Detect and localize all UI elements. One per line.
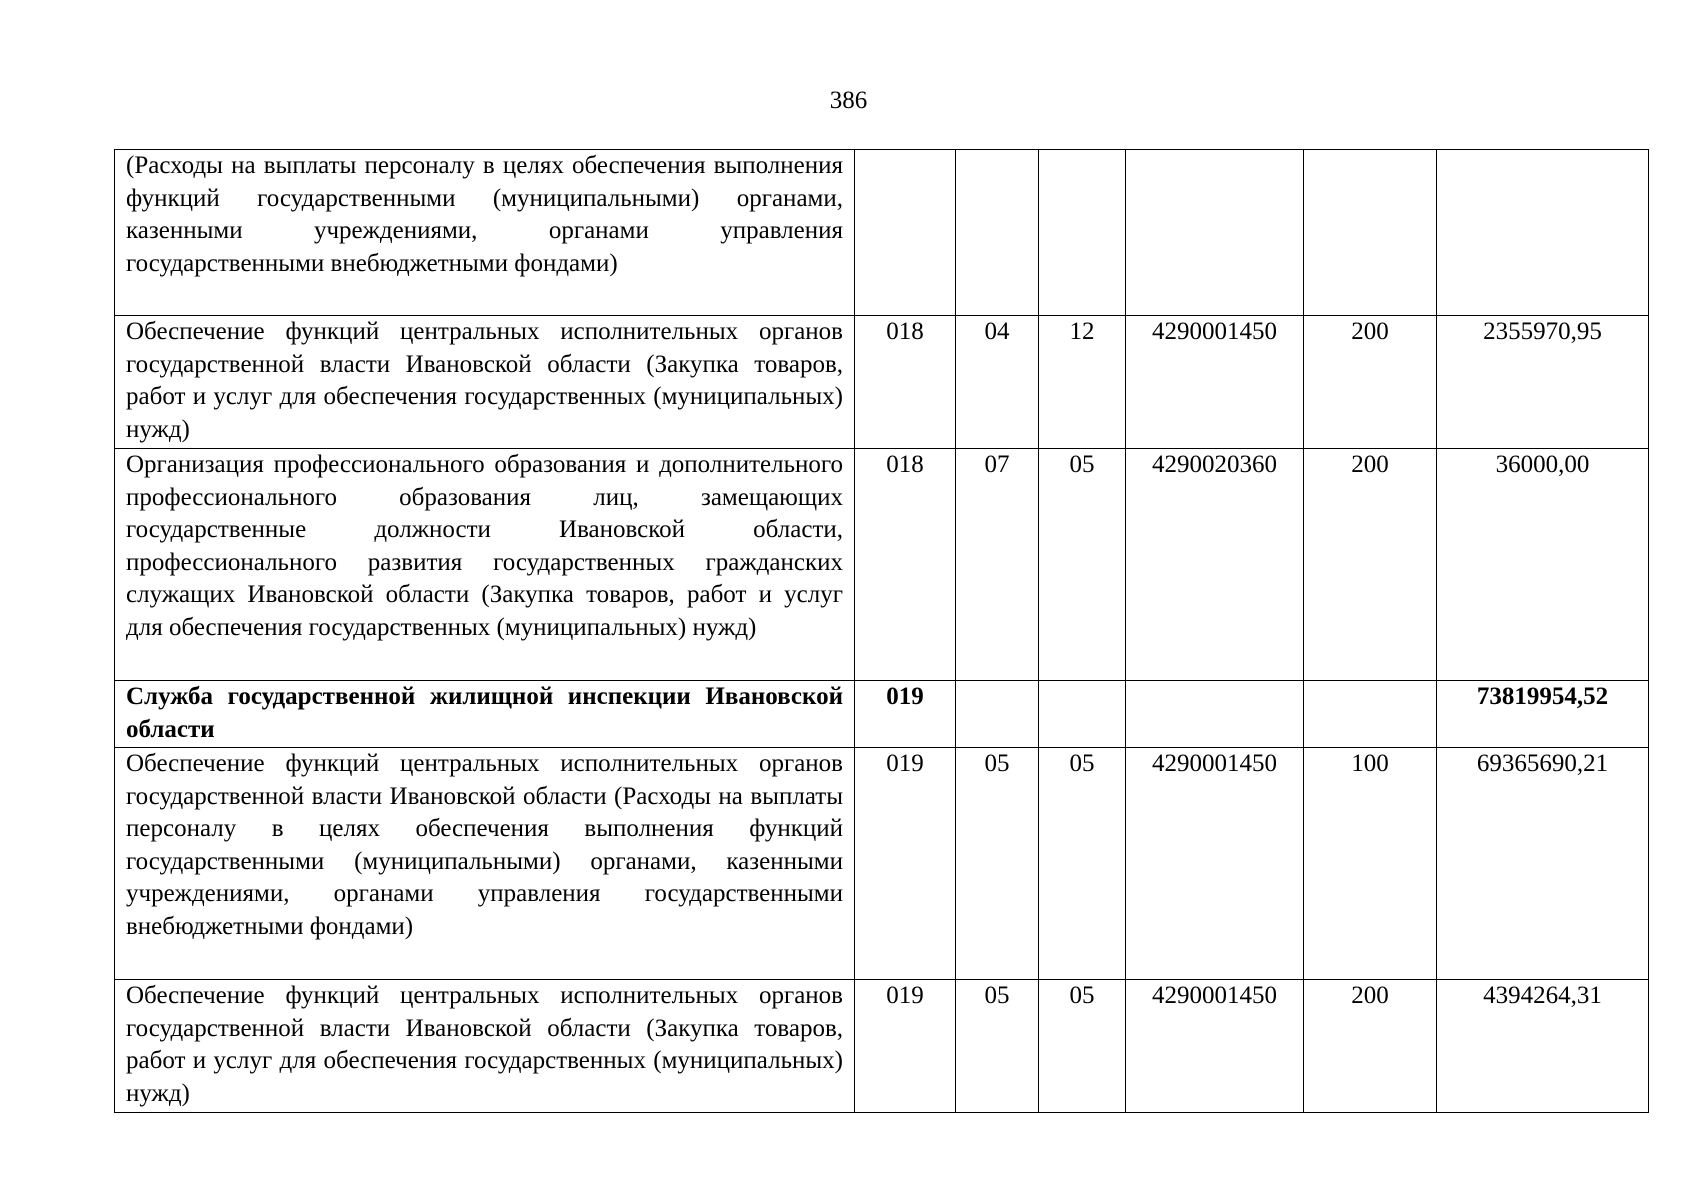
row-ministry-code: 019 [855, 748, 956, 980]
row-expense-type-code: 200 [1304, 980, 1437, 1113]
row-description: Организация профессионального образования и дополнительного профессионального образования лиц, замещающих государственные должности Ивановской области, профессионального развития государственных гражданских служащих Ивановской области (Закупка товаров, работ и услуг для обеспечения государственных (муниципальных) нужд) [115, 449, 855, 681]
row-expense-type-code: 100 [1304, 748, 1437, 980]
row-subsection-code [1039, 150, 1126, 316]
row-amount: 36000,00 [1437, 449, 1649, 681]
page-number: 386 [829, 87, 868, 114]
row-section-code: 04 [956, 316, 1039, 449]
row-target-code [1126, 150, 1304, 316]
row-section-code: 07 [956, 449, 1039, 681]
table-row [115, 980, 1649, 1113]
row-ministry-code: 018 [855, 316, 956, 449]
row-amount: 4394264,31 [1437, 980, 1649, 1113]
row-amount: 69365690,21 [1437, 748, 1649, 980]
table-row [115, 449, 1649, 681]
row-section-code: 05 [956, 980, 1039, 1113]
row-section-code: 05 [956, 748, 1039, 980]
row-description: Обеспечение функций центральных исполнительных органов государственной власти Ивановской области (Расходы на выплаты персоналу в целях обеспечения выполнения функций государственными (муниципальными) органами, казенными учреждениями, органами управления государственными внебюджетными фондами) [115, 748, 855, 980]
row-target-code: 4290001450 [1126, 316, 1304, 449]
row-ministry-code: 019 [855, 681, 956, 748]
row-subsection-code [1039, 681, 1126, 748]
row-description: (Расходы на выплаты персоналу в целях обеспечения выполнения функций государственными (муниципальными) органами, казенными учреждениями, органами управления государственными внебюджетными фондами) [115, 150, 855, 316]
row-subsection-code: 12 [1039, 316, 1126, 449]
row-description: Служба государственной жилищной инспекции Ивановской области [115, 681, 855, 748]
row-description: Обеспечение функций центральных исполнительных органов государственной власти Ивановской области (Закупка товаров, работ и услуг для обеспечения государственных (муниципальных) нужд) [115, 316, 855, 449]
row-amount: 73819954,52 [1437, 681, 1649, 748]
row-subsection-code: 05 [1039, 980, 1126, 1113]
table-row [115, 681, 1649, 748]
row-ministry-code [855, 150, 956, 316]
row-expense-type-code [1304, 681, 1437, 748]
row-ministry-code: 019 [855, 980, 956, 1113]
budget-table [114, 149, 1649, 1113]
row-ministry-code: 018 [855, 449, 956, 681]
row-target-code: 4290001450 [1126, 748, 1304, 980]
row-amount [1437, 150, 1649, 316]
row-subsection-code: 05 [1039, 748, 1126, 980]
row-amount: 2355970,95 [1437, 316, 1649, 449]
table-row [115, 316, 1649, 449]
row-target-code [1126, 681, 1304, 748]
table-row [115, 150, 1649, 316]
row-expense-type-code: 200 [1304, 316, 1437, 449]
row-section-code [956, 681, 1039, 748]
row-section-code [956, 150, 1039, 316]
row-expense-type-code: 200 [1304, 449, 1437, 681]
row-expense-type-code [1304, 150, 1437, 316]
row-target-code: 4290001450 [1126, 980, 1304, 1113]
row-description: Обеспечение функций центральных исполнительных органов государственной власти Ивановской области (Закупка товаров, работ и услуг для обеспечения государственных (муниципальных) нужд) [115, 980, 855, 1113]
row-target-code: 4290020360 [1126, 449, 1304, 681]
table-row [115, 748, 1649, 980]
row-subsection-code: 05 [1039, 449, 1126, 681]
